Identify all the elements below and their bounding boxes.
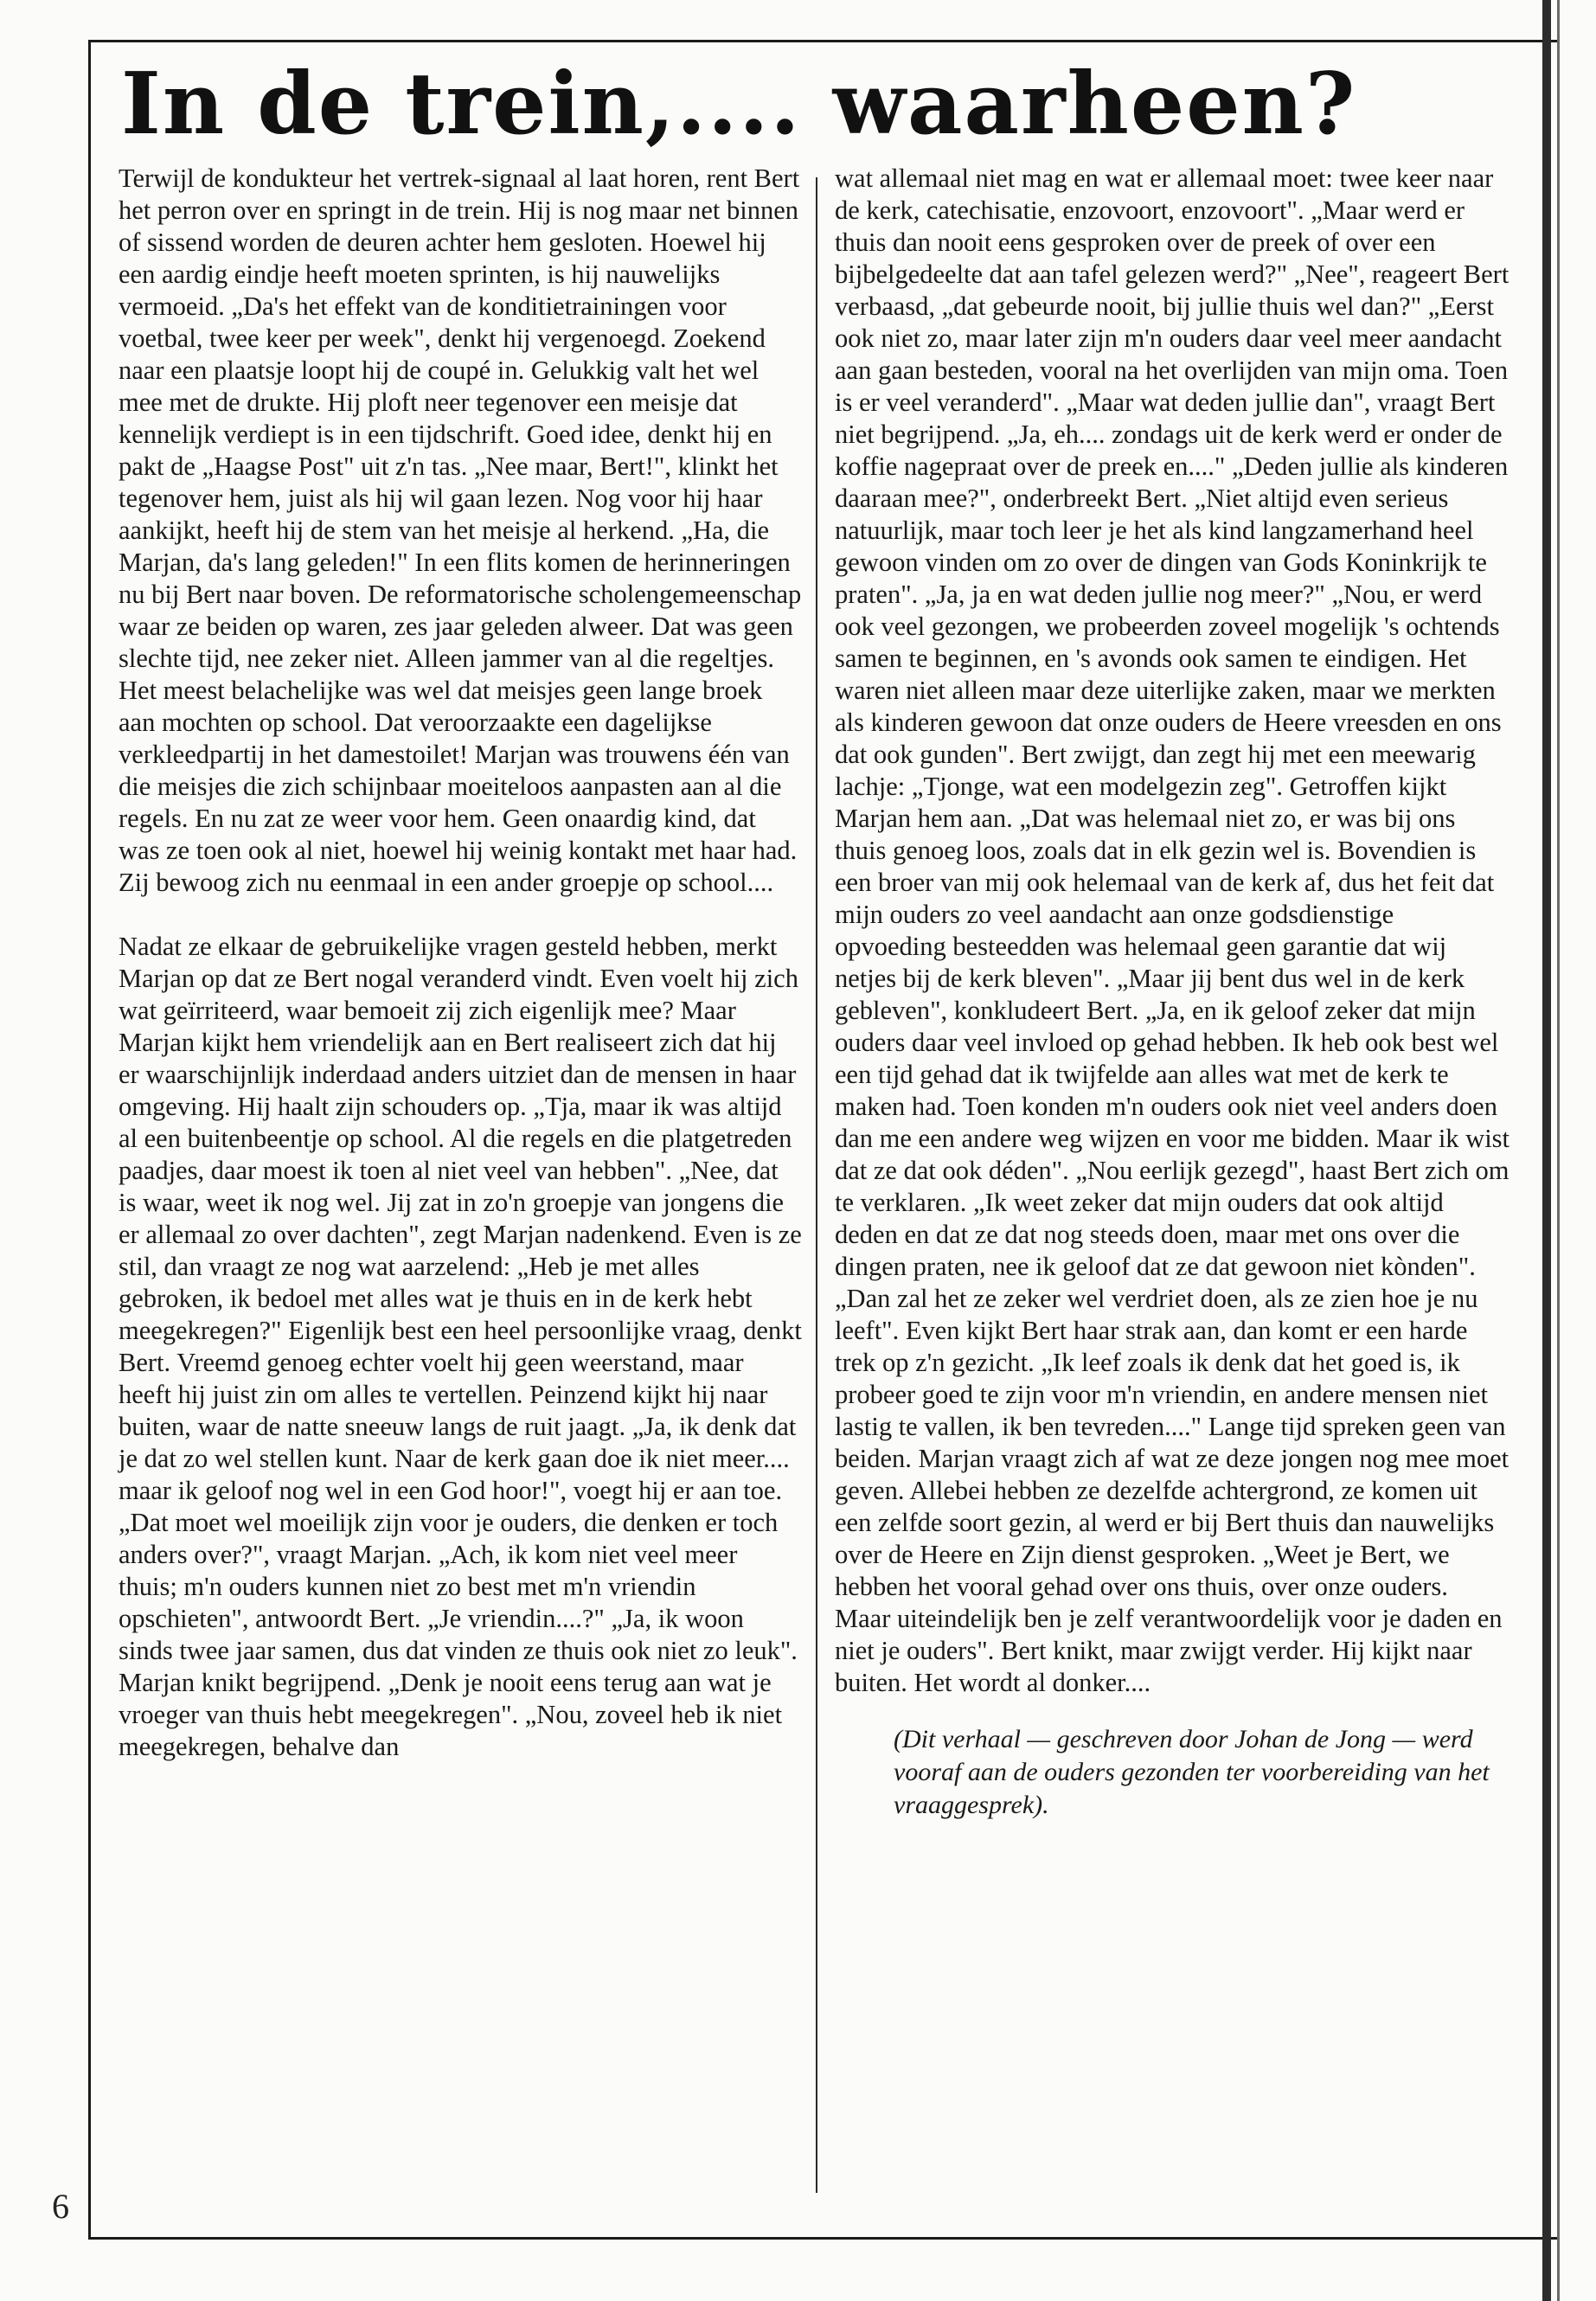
left-paragraph-2: Nadat ze elkaar de gebruikelijke vragen gesteld hebben, merkt Marjan op dat ze Bert nogal veranderd vindt. Even voelt hij zich wat geïrriteerd, waar bemoeit zij zich eigenlijk mee? Maar Marjan kijkt hem vriendelijk aan en Bert realiseert zich dat hij er waarschijnlijk inderdaad anders uitziet dan de mensen in haar omgeving. Hij haalt zijn schouders op. „Tja, maar ik was altijd al een buitenbeentje op school. Al die regels en die platgetreden paadjes, daar moest ik toen al niet veel van hebben". „Nee, dat is waar, weet ik nog wel. Jij zat in zo'n groepje van jongens die er allemaal zo over dachten", zegt Marjan nadenkend. Even is ze stil, dan vraagt ze nog wat aarzelend: „Heb je met alles gebroken, ik bedoel met alles wat je thuis en in de kerk hebt meegekregen?" Eigenlijk best een heel persoonlijke vraag, denkt Bert. Vreemd genoeg echter voelt hij geen weerstand, maar heeft hij juist zin om alles te vertellen. Peinzend kijkt hij naar buiten, waar de natte sneeuw langs de ruit jaagt. „Ja, ik denk dat je dat zo wel stellen kunt. Naar de kerk gaan doe ik niet meer.... maar ik geloof nog wel in een God hoor!", voegt hij er aan toe. „Dat moet wel moeilijk zijn voor je ouders, die denken er toch anders over?", vraagt Marjan. „Ach, ik kom niet veel meer thuis; m'n ouders kunnen niet zo best met m'n vriendin opschieten", antwoordt Bert. „Je vriendin....?" „Ja, ik woon sinds twee jaar samen, dus dat vinden ze thuis ook niet zo leuk". Marjan knikt begrijpend. „Denk je nooit eens terug aan wat je vroeger van thuis hebt meegekregen". „Nou, zoveel heb ik niet meegekregen, behalve dan [119, 932, 802, 1761]
article-title: In de trein,.... waarheen? [121, 54, 1357, 154]
page-number: 6 [52, 2187, 69, 2226]
column-divider [816, 177, 817, 2193]
right-paragraph-1: wat allemaal niet mag en wat er allemaal moet: twee keer naar de kerk, catechisatie, enzovoort, enzovoort". „Maar werd er thuis dan nooit eens gesproken over de preek of over een bijbelgedeelte dat aan tafel gelezen werd?" „Nee", reageert Bert verbaasd, „dat gebeurde nooit, bij jullie thuis wel dan?" „Eerst ook niet zo, maar later zijn m'n ouders daar veel meer aandacht aan gaan besteden, vooral na het overlijden van mijn oma. Toen is er veel veranderd". „Maar wat deden jullie dan", vraagt Bert niet begrijpend. „Ja, eh.... zondags uit de kerk werd er onder de koffie nagepraat over de preek en...." „Deden jullie als kinderen daaraan mee?", onderbreekt Bert. „Niet altijd even serieus natuurlijk, maar toch leer je het als kind langzamerhand heel gewoon vinden om zo over de dingen van Gods Koninkrijk te praten". „Ja, ja en wat deden jullie nog meer?" „Nou, er werd ook veel gezongen, we probeerden zoveel mogelijk 's ochtends samen te beginnen, en 's avonds ook samen te eindigen. Het waren niet alleen maar deze uiterlijke zaken, maar we merkten als kinderen gewoon dat onze ouders de Heere vreesden en ons dat ook gunden". Bert zwijgt, dan zegt hij met een meewarig lachje: „Tjonge, wat een modelgezin zeg". Getroffen kijkt Marjan hem aan. „Dat was helemaal niet zo, er was bij ons thuis genoeg loos, zoals dat in elk gezin wel is. Bovendien is een broer van mij ook helemaal van de kerk af, dus het feit dat mijn ouders zo veel aandacht aan onze godsdienstige opvoeding besteedden was helemaal geen garantie dat wij netjes bij de kerk bleven". „Maar jij bent dus wel in de kerk gebleven", konkludeert Bert. „Ja, en ik geloof zeker dat mijn ouders daar veel invloed op gehad hebben. Ik heb ook best wel een tijd gehad dat ik twijfelde aan alles wat met de kerk te maken had. Toen konden m'n ouders ook niet veel anders doen dan me een andere weg wijzen en voor me bidden. Maar ik wist dat ze dat ook déden". „Nou eerlijk gezegd", haast Bert zich om te verklaren. „Ik weet zeker dat mijn ouders dat ook altijd deden en dat ze dat nog steeds doen, maar met ons over die dingen praten, nee ik geloof dat ze dat gewoon niet kònden". „Dan zal het ze zeker wel verdriet doen, als ze zien hoe je nu leeft". Even kijkt Bert haar strak aan, dan komt er een harde trek op z'n gezicht. „Ik leef zoals ik denk dat het goed is, ik probeer goed te zijn voor m'n vriendin, en andere mensen niet lastig te vallen, ik ben tevreden...." Lange tijd spreken geen van beiden. Marjan vraagt zich af wat ze deze jongen nog mee moet geven. Allebei hebben ze dezelfde achtergrond, ze komen uit een zelfde soort gezin, al werd er bij Bert thuis dan nauwelijks over de Heere en Zijn dienst gesproken. „Weet je Bert, we hebben het vooral gehad over ons thuis, over onze ouders. Maar uiteindelijk ben je zelf verantwoordelijk voor je daden en niet je ouders". Bert knikt, maar zwijgt verder. Hij kijkt naar buiten. Het wordt al donker.... [835, 163, 1510, 1697]
left-column [119, 163, 802, 1763]
right-column [835, 163, 1509, 1822]
scan-edge-bar [1542, 0, 1551, 2301]
author-note: (Dit verhaal — geschreven door Johan de Jong — werd vooraf aan de ouders gezonden ter voorbereiding van het vraaggesprek). [894, 1725, 1490, 1819]
left-paragraph-1: Terwijl de kondukteur het vertrek-signaal al laat horen, rent Bert het perron over en springt in de trein. Hij is nog maar net binnen of sissend worden de deuren achter hem gesloten. Hoewel hij een aardig eindje heeft moeten sprinten, is hij nauwelijks vermoeid. „Da's het effekt van de konditietrainingen voor voetbal, twee keer per week", denkt hij vergenoegd. Zoekend naar een plaatsje loopt hij de coupé in. Gelukkig valt het wel mee met de drukte. Hij ploft neer tegenover een meisje dat kennelijk verdiept is in een tijdschrift. Goed idee, denkt hij en pakt de „Haagse Post" uit z'n tas. „Nee maar, Bert!", klinkt het tegenover hem, juist als hij wil gaan lezen. Nog voor hij haar aankijkt, heeft hij de stem van het meisje al herkend. „Ha, die Marjan, da's lang geleden!" In een flits komen de herinneringen nu bij Bert naar boven. De reformatorische scholengemeenschap waar ze beiden op waren, zes jaar geleden alweer. Dat was geen slechte tijd, nee zeker niet. Alleen jammer van al die regeltjes. Het meest belachelijke was wel dat meisjes geen lange broek aan mochten op school. Dat veroorzaakte een dagelijkse verkleedpartij in het damestoilet! Marjan was trouwens één van die meisjes die zich schijnbaar moeiteloos aanpasten aan al die regels. En nu zat ze weer voor hem. Geen onaardig kind, dat was ze toen ook al niet, hoewel hij weinig kontakt met haar had. Zij bewoog zich nu eenmaal in een ander groepje op school.... [119, 163, 802, 897]
scan-edge-line [1557, 0, 1560, 2301]
